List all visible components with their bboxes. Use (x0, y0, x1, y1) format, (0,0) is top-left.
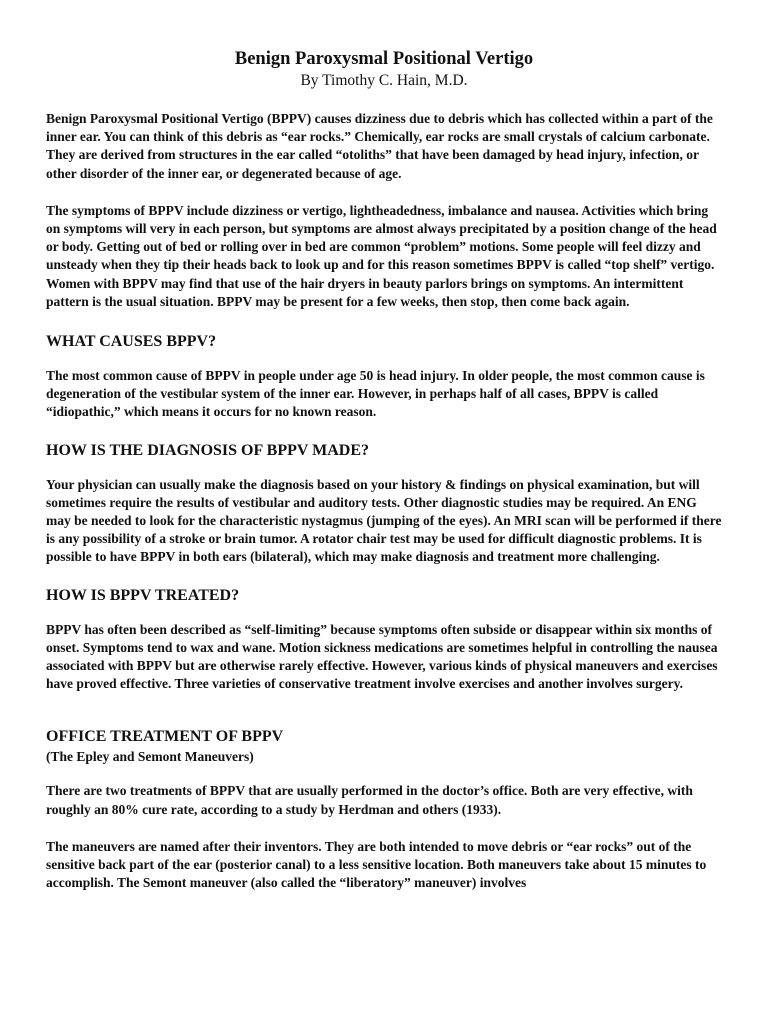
intro-paragraph-2: The symptoms of BPPV include dizziness or vertigo, lightheadedness, imbalance and nausea. Activities which bring on symptoms will very in each person, but symptoms are almost always precipitated by a position change of the head or body. Getting out of bed or rolling over in bed are common “problem” motions. Some people will feel dizzy and unsteady when they tip their heads back to look up and for this reason sometimes BPPV is called “top shelf” vertigo. Women with BPPV may find that use of the hair dryers in beauty parlors brings on symptoms. An intermittent pattern is the usual situation. BPPV may be present for a few weeks, then stop, then come back again. (46, 202, 717, 309)
diagnosis-paragraph: Your physician can usually make the diagnosis based on your history & findings on physical examination, but will sometimes require the results of vestibular and auditory tests. Other diagnostic studies may be required. An ENG may be needed to look for the characteristic nystagmus (jumping of the eyes). An MRI scan will be performed if there is any possibility of a stroke or brain tumor. A rotator chair test may be used for difficult diagnostic problems. It is possible to have BPPV in both ears (bilateral), which may make diagnosis and treatment more challenging. (46, 476, 722, 565)
section-heading-office-treatment: OFFICE TREATMENT OF BPPV (46, 728, 284, 746)
treatment-paragraph: BPPV has often been described as “self-limiting” because symptoms often subside or disappear within six months of onset. Symptoms tend to wax and wane. Motion sickness medications are sometimes helpful in controlling the nausea associated with BPPV but are otherwise rarely effective. However, various kinds of physical maneuvers and exercises have proved effective. Three varieties of conservative treatment involve exercises and another involves surgery. (46, 621, 718, 692)
document-page (46, 48, 722, 892)
causes-paragraph: The most common cause of BPPV in people under age 50 is head injury. In older people, the most common cause is degeneration of the vestibular system of the inner ear. However, in perhaps half of all cases, BPPV is called “idiopathic,” which means it occurs for no known reason. (46, 368, 705, 420)
intro-paragraph-1: Benign Paroxysmal Positional Vertigo (BPPV) causes dizziness due to debris which has collected within a part of the inner ear. You can think of this debris as “ear rocks.” Chemically, ear rocks are small crystals of calcium carbonate. They are derived from structures in the ear called “otoliths” that have been damaged by head injury, infection, or other disorder of the inner ear, or degenerated because of age. (46, 111, 713, 181)
section-heading-treatment: HOW IS BPPV TREATED? (46, 586, 240, 604)
office-treatment-subheading: (The Epley and Semont Maneuvers) (46, 749, 254, 765)
author-byline: By Timothy C. Hain, M.D. (300, 72, 468, 89)
office-paragraph-1: There are two treatments of BPPV that are usually performed in the doctor’s office. Both are very effective, with roughly an 80% cure rate, according to a study by Herdman and others (1933). (46, 783, 693, 817)
section-heading-causes: WHAT CAUSES BPPV? (46, 333, 217, 351)
document-title: Benign Paroxysmal Positional Vertigo (234, 49, 534, 69)
section-heading-diagnosis: HOW IS THE DIAGNOSIS OF BPPV MADE? (46, 441, 370, 459)
office-paragraph-2: The maneuvers are named after their inventors. They are both intended to move debris or “ear rocks” out of the sensitive back part of the ear (posterior canal) to a less sensitive location. Both maneuvers take about 15 minutes to accomplish. The Semont maneuver (also called the “liberatory” maneuver) involves (46, 838, 707, 891)
